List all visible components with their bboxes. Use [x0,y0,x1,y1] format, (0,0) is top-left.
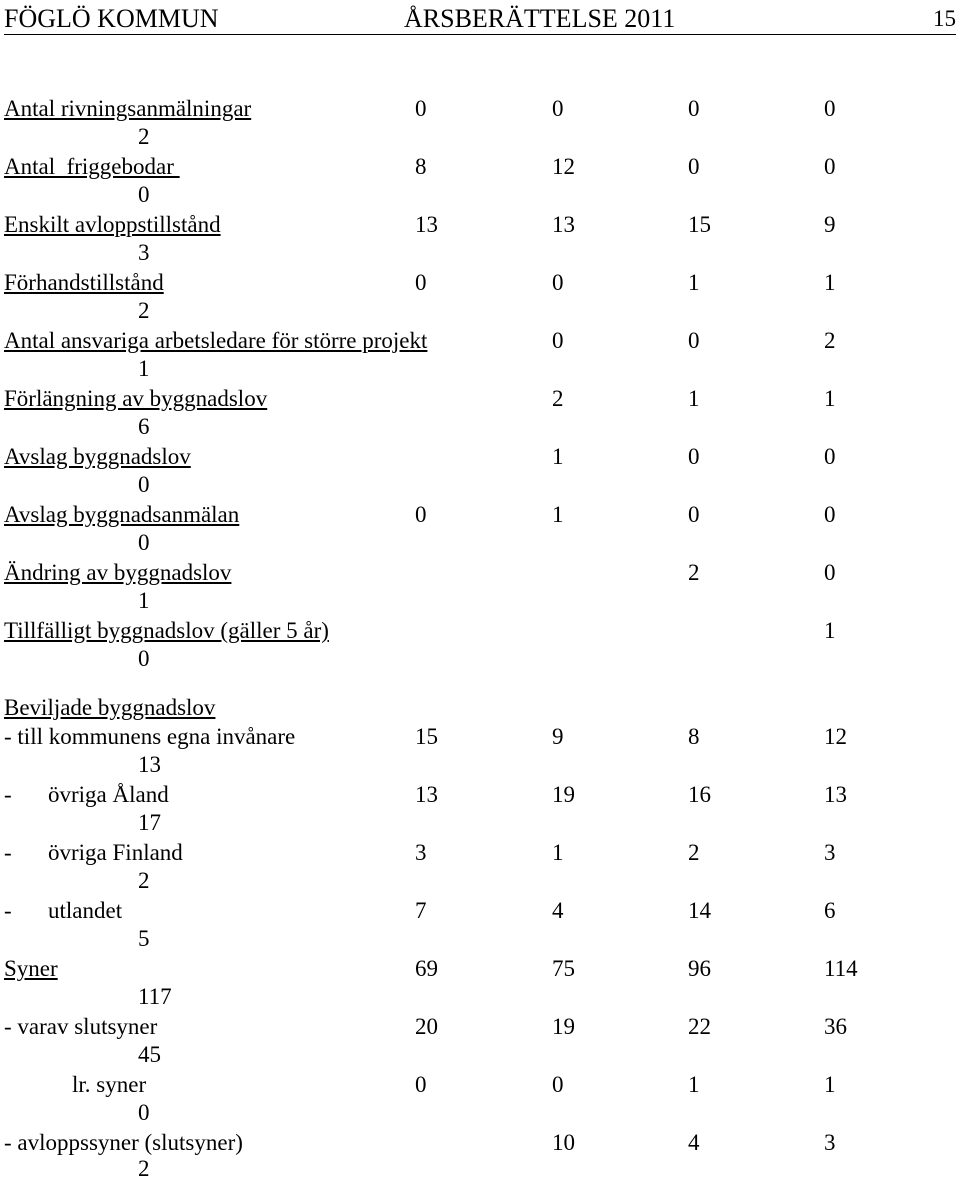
row-label: Antal ansvariga arbetsledare för större projekt [4,328,428,353]
value-col4: 13 [824,782,847,807]
value-col3: 0 [688,502,700,527]
value-col3: 1 [688,270,700,295]
stat-row-wrap [0,239,960,267]
stat-row-wrap [0,867,960,895]
value-col4: 0 [824,444,836,469]
value-col1: 69 [415,956,438,981]
value-col3: 16 [688,782,711,807]
section-heading-beviljade [0,694,960,722]
value-col2: 13 [552,212,575,237]
value-col2: 12 [552,154,575,179]
row-label: Avslag byggnadslov [4,444,191,469]
stat-row [0,95,960,123]
value-col4: 0 [824,502,836,527]
value-col5: 5 [138,926,150,951]
stat-row-wrap [0,413,960,441]
stat-row [0,955,960,983]
row-label: övriga Åland [48,782,169,807]
report-title: ÅRSBERÄTTELSE 2011 [404,4,676,33]
stat-row [0,443,960,471]
value-col1: 8 [415,154,427,179]
value-col3: 22 [688,1014,711,1039]
row-label: Antal rivningsanmälningar [4,96,252,121]
value-col1: 7 [415,898,427,923]
value-col4: 1 [824,618,836,643]
section-heading: Beviljade byggnadslov [4,695,216,720]
value-col2: 0 [552,96,564,121]
stat-row-wrap [0,355,960,383]
value-col5: 45 [138,1042,161,1067]
value-col2: 19 [552,1014,575,1039]
value-col1: 0 [415,502,427,527]
value-col1: 0 [415,1072,427,1097]
value-col5: 2 [138,298,150,323]
value-col4: 114 [824,956,858,981]
page-number: 15 [933,6,956,31]
row-label: lr. syner [72,1072,147,1097]
value-col4: 1 [824,1072,836,1097]
value-col5: 0 [138,1100,150,1125]
value-col2: 19 [552,782,575,807]
stat-row-wrap [0,471,960,499]
stat-row [0,327,960,355]
value-col4: 0 [824,154,836,179]
value-col5: 3 [138,240,150,265]
row-dash: - [4,898,12,923]
value-col2: 75 [552,956,575,981]
row-label: - avloppssyner (slutsyner) [4,1130,243,1155]
page-header [4,4,956,35]
stat-row-wrap [0,1099,960,1127]
stat-row [0,211,960,239]
value-col4: 36 [824,1014,847,1039]
value-col2: 4 [552,898,564,923]
value-col3: 1 [688,386,700,411]
value-col3: 4 [688,1130,700,1155]
row-label: Förlängning av byggnadslov [4,386,268,411]
value-col2: 10 [552,1130,575,1155]
row-label: Avslag byggnadsanmälan [4,502,240,527]
value-col2: 1 [552,502,564,527]
stat-row [0,501,960,529]
value-col1: 3 [415,840,427,865]
value-col2: 9 [552,724,564,749]
row-label: - varav slutsyner [4,1014,158,1039]
stat-row [0,839,960,867]
value-col5: 13 [138,752,161,777]
row-label: Tillfälligt byggnadslov (gäller 5 år) [4,618,329,643]
value-col4: 0 [824,96,836,121]
row-label: - till kommunens egna invånare [4,724,296,749]
value-col3: 2 [688,840,700,865]
stat-row [0,1013,960,1041]
value-col1: 15 [415,724,438,749]
value-col3: 0 [688,154,700,179]
value-col4: 1 [824,270,836,295]
value-col3: 1 [688,1072,700,1097]
stat-row [0,1071,960,1099]
stat-row-wrap [0,297,960,325]
value-col3: 0 [688,328,700,353]
row-label: Enskilt avloppstillstånd [4,212,221,237]
value-col5: 0 [138,646,150,671]
value-col1: 0 [415,270,427,295]
row-label: övriga Finland [48,840,183,865]
stat-row-wrap [0,1041,960,1069]
value-col3: 14 [688,898,711,923]
stat-row [0,1129,960,1157]
value-col4: 12 [824,724,847,749]
stat-row-wrap [0,983,960,1011]
value-col5: 2 [138,124,150,149]
value-col1: 13 [415,782,438,807]
value-col2: 2 [552,386,564,411]
value-col4: 9 [824,212,836,237]
stat-row-wrap [0,123,960,151]
value-col5: 1 [138,588,150,613]
row-label: utlandet [48,898,123,923]
stat-row-wrap [0,925,960,953]
stat-row [0,153,960,181]
stat-row-wrap [0,529,960,557]
stat-row-wrap [0,645,960,673]
stat-row-wrap [0,1155,960,1183]
value-col1: 13 [415,212,438,237]
row-dash: - [4,840,12,865]
value-col2: 0 [552,1072,564,1097]
row-label: Ändring av byggnadslov [4,560,232,585]
row-label: Förhandstillstånd [4,270,164,295]
value-col5: 6 [138,414,150,439]
value-col5: 1 [138,356,150,381]
value-col2: 0 [552,328,564,353]
stat-row [0,897,960,925]
value-col3: 0 [688,96,700,121]
value-col4: 2 [824,328,836,353]
value-col3: 15 [688,212,711,237]
stat-row [0,269,960,297]
value-col5: 0 [138,182,150,207]
stat-row-wrap [0,587,960,615]
value-col3: 2 [688,560,700,585]
value-col5: 2 [138,1156,150,1181]
stat-row [0,617,960,645]
value-col2: 0 [552,270,564,295]
value-col3: 0 [688,444,700,469]
value-col3: 96 [688,956,711,981]
value-col5: 117 [138,984,172,1009]
value-col5: 2 [138,868,150,893]
stat-row-wrap [0,181,960,209]
value-col4: 3 [824,1130,836,1155]
row-dash: - [4,782,12,807]
value-col3: 8 [688,724,700,749]
value-col4: 3 [824,840,836,865]
value-col4: 1 [824,386,836,411]
row-label: Antal friggebodar [4,154,180,179]
value-col5: 17 [138,810,161,835]
value-col2: 1 [552,840,564,865]
stat-row-wrap [0,809,960,837]
stat-row [0,559,960,587]
value-col5: 0 [138,530,150,555]
value-col2: 1 [552,444,564,469]
value-col1: 0 [415,96,427,121]
stat-row [0,723,960,751]
stat-row-wrap [0,751,960,779]
value-col4: 6 [824,898,836,923]
organization-name: FÖGLÖ KOMMUN [4,4,219,33]
value-col1: 20 [415,1014,438,1039]
section-heading: Syner [4,956,58,981]
value-col4: 0 [824,560,836,585]
stat-row [0,385,960,413]
value-col5: 0 [138,472,150,497]
stat-row [0,781,960,809]
